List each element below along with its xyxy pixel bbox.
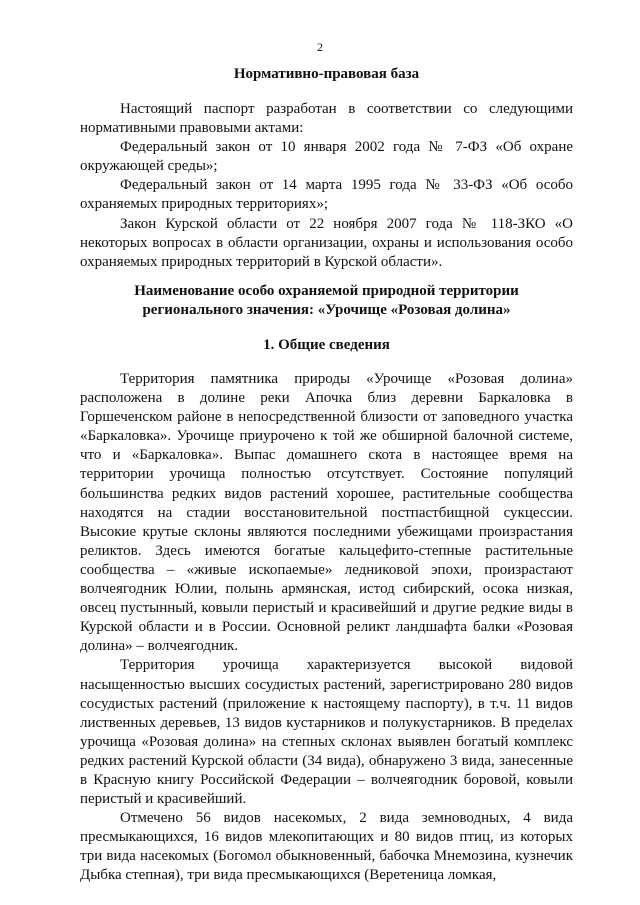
general-paragraph: Территория памятника природы «Урочище «Розовая долина» расположена в долине реки Апочка близ деревни Баркаловка в Горшеченском районе в непосредственной близости от заповедного участка «Баркаловка». Урочище приурочено к той же обширной балочной системе, что и «Баркаловка». Выпас домашнего скота в настоящее время на территории урочища полностью отсутствует. Состояние популяций большинства редких видов растений хорошее, растительные сообщества находятся на стадии восстановительной постпастбищной сукцессии. Высокие крутые склоны являются последними убежищами произрастания реликтов. Здесь имеются богатые кальцефито-степные растительные сообщества – «живые ископаемые» ледниковой эпохи, произрастают волчеягодник Юлии, полынь армянская, истод сибирский, осока низкая, овсец пустынный, ковыли перистый и красивейший и другие редкие виды в Курской области и в России. Основной реликт ландшафта балки «Розовая долина» – волчеягодник. bbox=[80, 371, 573, 655]
territory-title bbox=[80, 282, 573, 320]
general-paragraph: Отмечено 56 видов насекомых, 2 вида земноводных, 4 вида пресмыкающихся, 16 видов млекопитающих и 80 видов птиц, из которых три вида насекомых (Богомол обыкновенный, бабочка Мнемозина, кузнечик Дыбка степная), три вида пресмыкающихся (Веретеница ломкая, bbox=[80, 810, 573, 884]
page-number: 2 bbox=[317, 40, 323, 54]
general-paragraph: Территория урочища характеризуется высокой видовой насыщенностью высших сосудистых растений, зарегистрировано 280 видов сосудистых растений (приложение к настоящему паспорту), в т.ч. 11 видов лиственных деревьев, 13 видов кустарников и полукустарников. В пределах урочища «Розовая долина» на степных склонах выявлен богатый комплекс редких растений Курской области (34 вида), обнаружено 3 вида, занесенные в Красную книгу Российской Федерации – волчеягодник боровой, ковыли перистый и красивейший. bbox=[80, 657, 573, 808]
general-info-body bbox=[80, 370, 573, 886]
legal-intro-paragraph: Настоящий паспорт разработан в соответствии со следующими нормативными правовыми актами: bbox=[80, 101, 573, 137]
legal-basis-heading: Нормативно-правовая база bbox=[233, 66, 420, 82]
legal-basis-body bbox=[80, 100, 573, 272]
legal-act-paragraph: Федеральный закон от 14 марта 1995 года № 33-ФЗ «Об особо охраняемых природных территориях»; bbox=[80, 177, 573, 213]
territory-title-line-2: регионального значения: «Урочище «Розовая долина» bbox=[142, 302, 511, 318]
legal-act-paragraph: Федеральный закон от 10 января 2002 года № 7-ФЗ «Об охране окружающей среды»; bbox=[80, 139, 573, 175]
general-info-heading: 1. Общие сведения bbox=[263, 337, 390, 353]
territory-title-line-1: Наименование особо охраняемой природной территории bbox=[134, 283, 519, 299]
legal-act-paragraph: Закон Курской области от 22 ноября 2007 года № 118-ЗКО «О некоторых вопросах в области организации, охраны и использования особо охраняемых природных территорий в Курской области». bbox=[80, 215, 573, 270]
